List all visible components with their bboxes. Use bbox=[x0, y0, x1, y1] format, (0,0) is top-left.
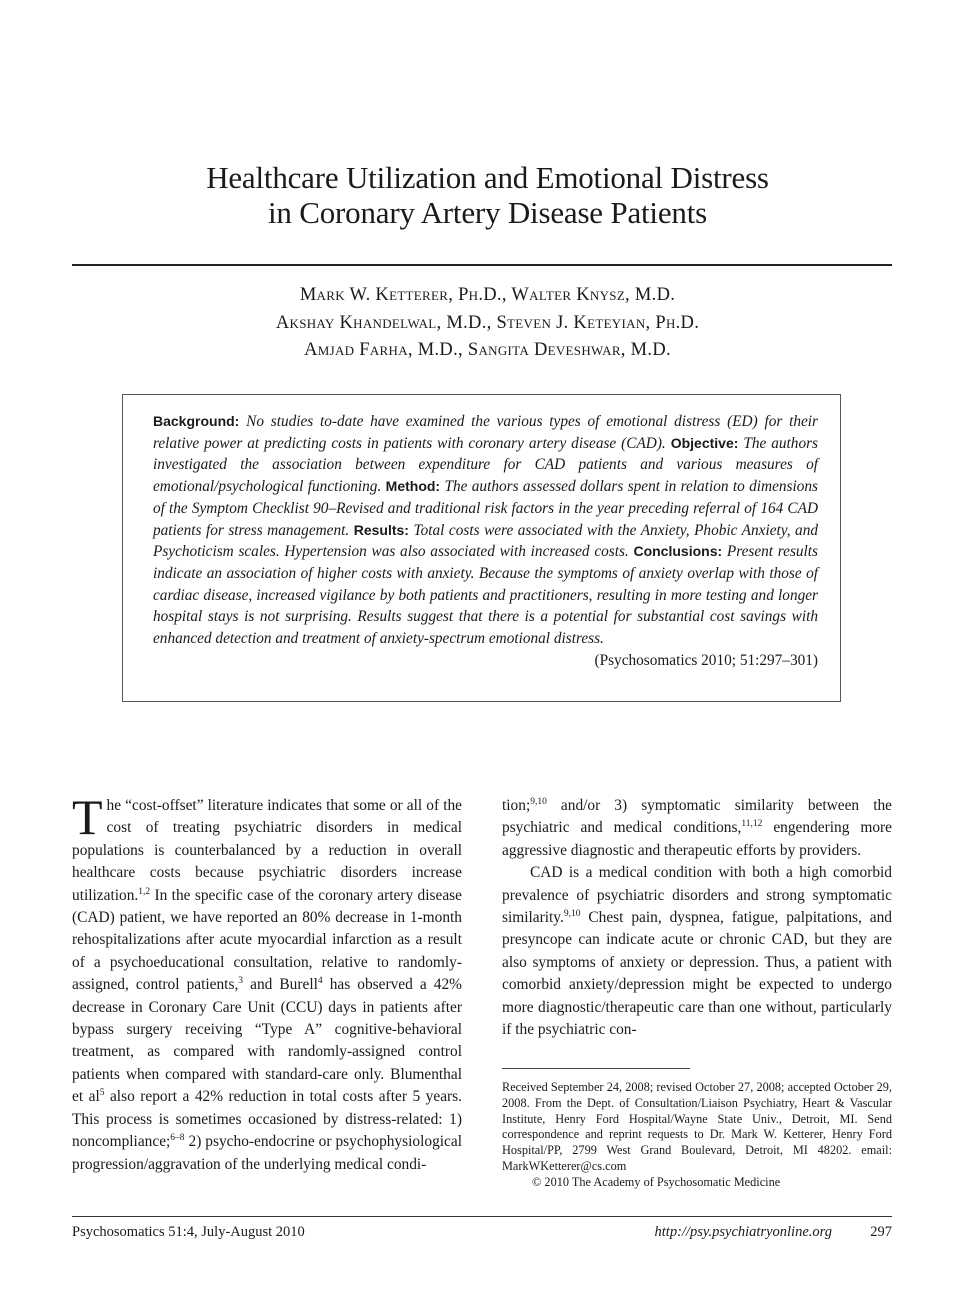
page-number: 297 bbox=[870, 1224, 892, 1240]
text-segment: engendering more aggressive diagnostic and therapeutic efforts by providers. bbox=[502, 819, 892, 859]
authors-line-2: Akshay Khandelwal, M.D., Steven J. Keteyian, Ph.D. bbox=[275, 312, 700, 333]
footnote-text: Received September 24, 2008; revised October 27, 2008; accepted October 29, 2008. From the Dept. of Consultation/Liaison Psychiatry, Heart & Vascular Institute, Henry Ford Hospital/Wayne State Univ., Detroit, MI. Send correspondence and reprint requests to Dr. Mark W. Ketterer, Henry Ford Hospital/PP, 2799 West Grand Boulevard, Detroit, MI 48202. email: MarkWKetterer@cs.com bbox=[502, 1080, 892, 1173]
cad-paragraph bbox=[502, 862, 892, 1041]
text-segment: tion; bbox=[502, 797, 531, 814]
text-segment: In the specific case of the coronary artery disease (CAD) patient, we have reported an 80% decrease in 1-month rehospitalizations after acute myocardial infarction as a result of a psychoeducational consultation, relative to randomly-assigned, control patients, bbox=[72, 886, 462, 994]
abstract-conclusions-label: Conclusions: bbox=[633, 543, 723, 560]
citation-ref: 4 bbox=[317, 976, 323, 987]
body-column-right bbox=[502, 795, 892, 1041]
text-segment: Chest pain, dyspnea, fatigue, palpitations, and presyncope can indicate acute or chronic CAD, but they are also symptoms of anxiety or depression. Thus, a patient with comorbid anxiety/depression might be expected to undergo more diagnostic/therapeutic care than one without, particularly if the psychiatric con- bbox=[502, 909, 892, 1039]
citation-ref: 11,12 bbox=[741, 819, 763, 830]
abstract-method-text: The authors assessed dollars spent in relation to dimensions of the Symptom Checklist 90–Revised and traditional risk factors in the year preceding referral of 164 CAD patients for stress management. bbox=[153, 478, 818, 539]
journal-url[interactable]: http://psy.psychiatryonline.org bbox=[654, 1224, 832, 1240]
authors-line-3: Amjad Farha, M.D., Sangita Deveshwar, M.D. bbox=[304, 340, 671, 360]
abstract-box bbox=[122, 394, 841, 702]
text-segment: also report a 42% reduction in total costs after 5 years. This process is sometimes occasioned by distress-related: 1) noncompliance; bbox=[72, 1088, 462, 1151]
text-segment: has observed a 42% decrease in Coronary Care Unit (CCU) days in patients after bypass surgery receiving “Type A” cognitive-behavioral treatment, as compared with randomly-assigned control patients when compared with standard-care only. Blumenthal et al bbox=[72, 976, 462, 1106]
intro-paragraph bbox=[72, 789, 462, 1176]
citation-ref: 3 bbox=[238, 976, 244, 987]
text-segment: he “cost-offset” literature indicates that some or all of the cost of treating psychiatric disorders in medical populations is counterbalanced by a reduction in overall healthcare costs because psychiatric disorders increase utilization. bbox=[72, 797, 462, 904]
title-divider bbox=[72, 264, 892, 266]
copyright-line: © 2010 The Academy of Psychosomatic Medicine bbox=[532, 1174, 781, 1189]
abstract-conclusions-text: Present results indicate an association of higher costs with anxiety. Because the symptoms of anxiety overlap with those of cardiac disease, increased vigilance by both patients and practitioners, resulting in more testing and longer hospital stays is not surprising. Results suggest that there is a potential for substantial cost savings with enhanced detection and treatment of anxiety-spectrum emotional distress. bbox=[153, 543, 818, 648]
abstract-background-text: No studies to-date have examined the various types of emotional distress (ED) for their relative power at predicting costs in patients with coronary artery disease (CAD). bbox=[153, 413, 818, 452]
title-line-1: Healthcare Utilization and Emotional Distress bbox=[206, 160, 769, 195]
drop-cap: T bbox=[72, 789, 103, 845]
authors-line-1: Mark W. Ketterer, Ph.D., Walter Knysz, M.D. bbox=[299, 285, 676, 305]
abstract-citation: (Psychosomatics 2010; 51:297–301) bbox=[594, 651, 818, 669]
abstract-objective-text: The authors investigated the association between expenditure for CAD patients and various measures of emotional/psychological functioning. bbox=[153, 434, 819, 496]
text-segment: and/or 3) symptomatic similarity between the psychiatric and medical conditions, bbox=[502, 797, 892, 837]
citation-ref: 6–8 bbox=[170, 1133, 185, 1144]
article-title bbox=[0, 160, 975, 230]
footnote bbox=[502, 1080, 892, 1191]
abstract-text bbox=[153, 411, 818, 671]
title-line-2: in Coronary Artery Disease Patients bbox=[268, 195, 707, 230]
journal-info: Psychosomatics 51:4, July-August 2010 bbox=[72, 1224, 305, 1240]
abstract-results-label: Results: bbox=[353, 521, 409, 538]
abstract-results-text: Total costs were associated with the Anxiety, Phobic Anxiety, and Psychoticism scales. Hypertension was also associated with increased costs. bbox=[153, 521, 818, 561]
footer-divider bbox=[72, 1216, 892, 1217]
text-segment: CAD is a medical condition with both a high comorbid prevalence of psychiatric disorders and strong symptomatic similarity. bbox=[502, 864, 892, 927]
citation-ref: 9,10 bbox=[530, 797, 547, 807]
text-segment: and Burell bbox=[243, 976, 318, 994]
continued-paragraph bbox=[502, 795, 892, 862]
abstract-background-label: Background: bbox=[153, 413, 240, 429]
author-list bbox=[0, 282, 975, 365]
abstract-method-label: Method: bbox=[385, 478, 441, 495]
body-column-left bbox=[72, 789, 462, 1176]
text-segment: 2) psycho-endocrine or psychophysiological progression/aggravation of the underlying medical condi- bbox=[72, 1133, 462, 1173]
citation-ref: 9,10 bbox=[563, 909, 581, 920]
citation-ref: 1,2 bbox=[138, 886, 151, 897]
footnote-divider bbox=[502, 1068, 690, 1069]
abstract-objective-label: Objective: bbox=[670, 434, 739, 451]
citation-ref: 5 bbox=[99, 1088, 105, 1099]
